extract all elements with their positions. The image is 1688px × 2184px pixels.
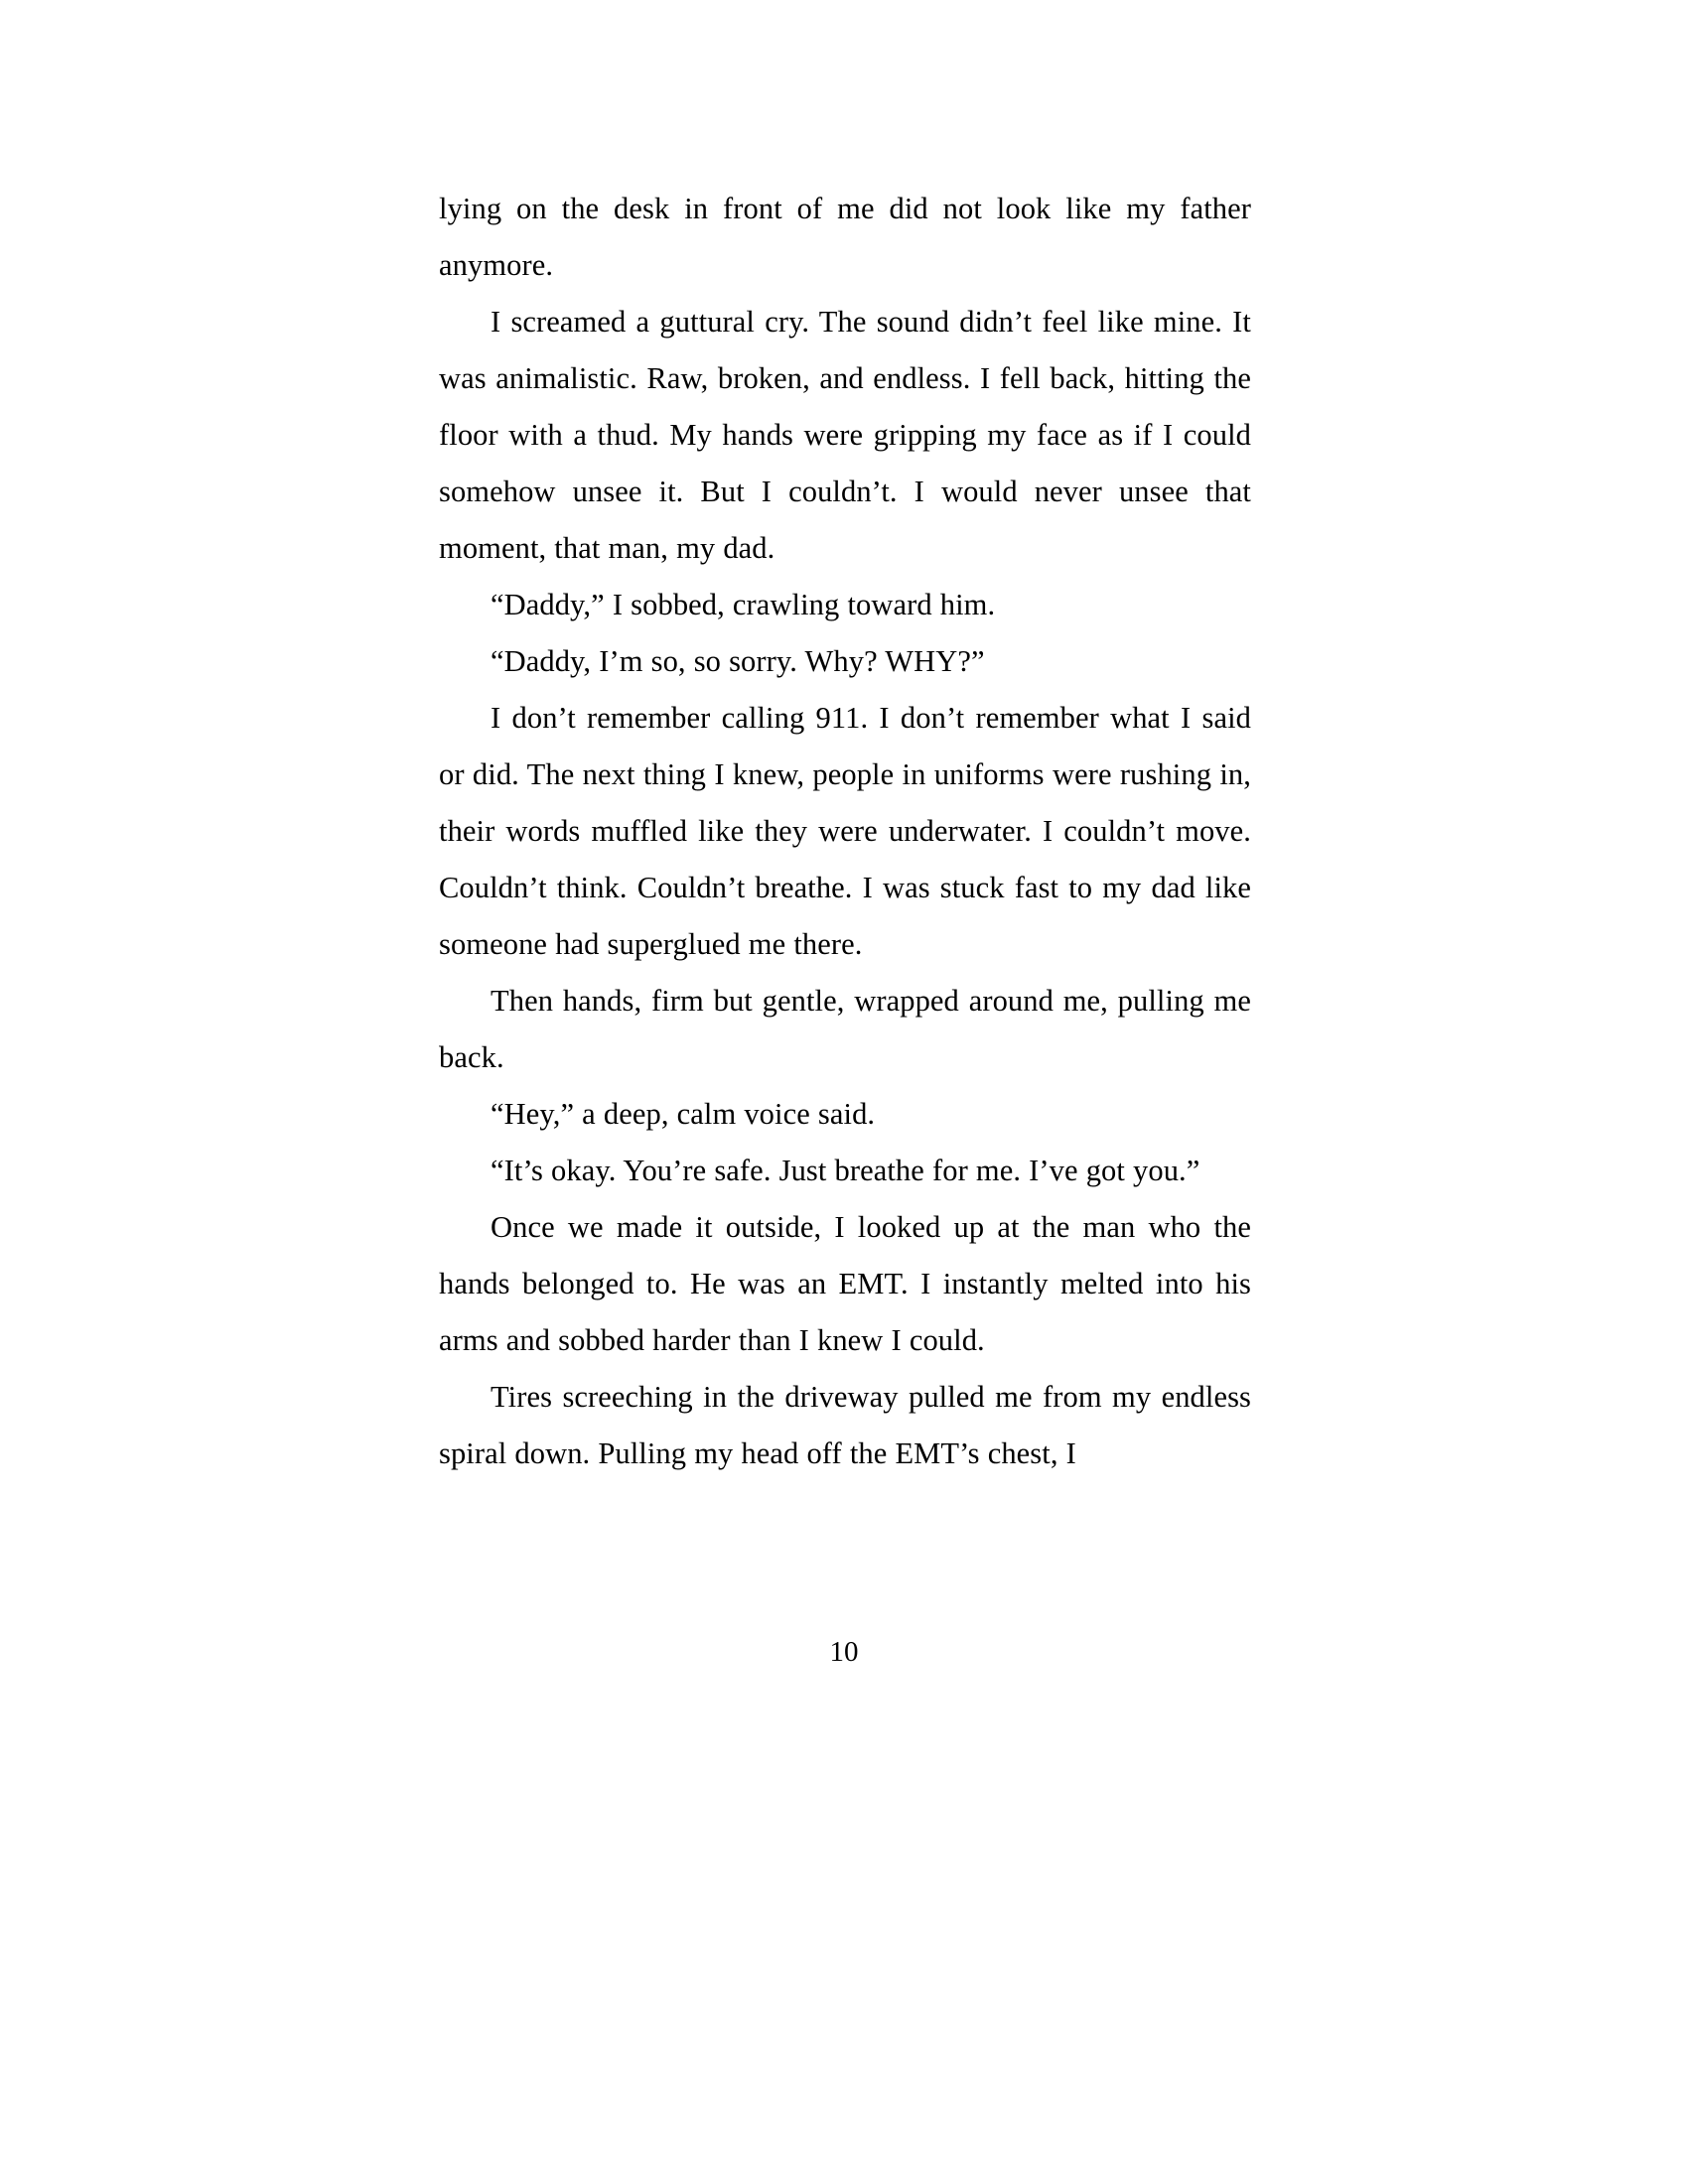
paragraph: I screamed a guttural cry. The sound didn’t feel like mine. It was animalistic. Raw, broken, and endless. I fell back, hitting the floor with a thud. My hands were gripping my face as if I could somehow unsee it. But I couldn’t. I would never unsee that moment, that man, my dad. [439,305,1251,565]
paragraph: Tires screeching in the driveway pulled me from my endless spiral down. Pulling my head off the EMT’s chest, I [439,1380,1251,1470]
paragraph-dialogue: “Daddy,” I sobbed, crawling toward him. [491,588,996,621]
body-text-block [439,181,1251,1482]
paragraph-continuation: lying on the desk in front of me did not look like my father anymore. [439,192,1251,282]
paragraph: I don’t remember calling 911. I don’t remember what I said or did. The next thing I knew, people in uniforms were rushing in, their words muffled like they were underwater. I couldn’t move. Couldn’t think. Couldn’t breathe. I was stuck fast to my dad like someone had superglued me there. [439,701,1251,961]
paragraph-dialogue: “Hey,” a deep, calm voice said. [491,1097,876,1131]
paragraph: Then hands, firm but gentle, wrapped around me, pulling me back. [439,984,1251,1074]
paragraph-dialogue: “It’s okay. You’re safe. Just breathe for me. I’ve got you.” [491,1154,1200,1187]
paragraph: Once we made it outside, I looked up at the man who the hands belonged to. He was an EMT. I instantly melted into his arms and sobbed harder than I knew I could. [439,1210,1251,1357]
page-number: 10 [829,1636,859,1668]
paragraph-dialogue: “Daddy, I’m so, so sorry. Why? WHY?” [491,644,985,678]
